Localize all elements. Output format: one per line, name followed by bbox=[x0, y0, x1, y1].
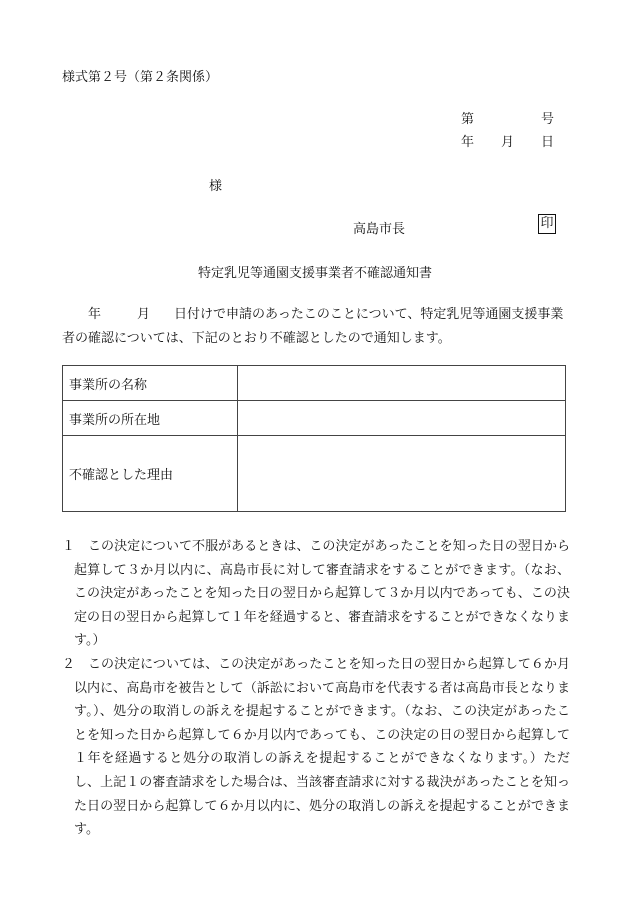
form-number: 様式第２号（第２条関係） bbox=[62, 70, 219, 85]
notes-list bbox=[62, 535, 570, 842]
seal-mark: 印 bbox=[538, 214, 556, 234]
issuer-name: 高島市長 bbox=[353, 222, 406, 237]
body-text: 日付けで申請のあったこのことについて、特定乳児等通園支援事業者の確認については、下記のとおり不確認としたので通知します。 bbox=[62, 307, 564, 346]
list-item bbox=[62, 535, 570, 653]
info-table bbox=[62, 365, 566, 512]
document-number-prefix: 第 bbox=[461, 112, 475, 127]
document-title: 特定乳児等通園支援事業者不確認通知書 bbox=[197, 266, 432, 281]
body-month-label: 月 bbox=[137, 307, 151, 322]
list-item bbox=[62, 653, 570, 842]
table-row-label: 事業所の名称 bbox=[63, 366, 238, 401]
note-number: ２ bbox=[62, 656, 76, 672]
date-month-label: 月 bbox=[501, 135, 515, 150]
note-number: １ bbox=[62, 539, 76, 554]
body-paragraph bbox=[62, 303, 574, 351]
date-day-label: 日 bbox=[541, 135, 555, 150]
table-row-value[interactable] bbox=[238, 366, 566, 401]
table-row bbox=[63, 436, 566, 512]
table-row bbox=[63, 366, 566, 401]
table-row-value[interactable] bbox=[238, 436, 566, 512]
table-row-label: 不確認とした理由 bbox=[63, 436, 238, 512]
note-text: この決定について不服があるときは、この決定があったことを知った日の翌日から起算して３か月以内に、高島市長に対して審査請求をすることができます。（なお、この決定があったことを知った日の翌日から起算して３か月以内であっても、この決定の日の翌日から起算して１年を経過すると、審査請求をすることができなくなります。） bbox=[74, 539, 570, 649]
note-text: この決定については、この決定があったことを知った日の翌日から起算して６か月以内に、高島市を被告として（訴訟において高島市を代表する者は高島市長となります。）、処分の取消しの訴えを提起することができます。（なお、この決定があったことを知った日から起算して６か月以内であっても、この決定の日の翌日から起算して１年を経過すると処分の取消しの訴えを提起することができなくなります。）ただし、上記１の審査請求をした場合は、当該審査請求に対する裁決があったことを知った日の翌日から起算して６か月以内に、処分の取消しの訴えを提起することができます。 bbox=[74, 656, 570, 838]
table-row-label: 事業所の所在地 bbox=[63, 401, 238, 436]
table-row-value[interactable] bbox=[238, 401, 566, 436]
addressee-honorific: 様 bbox=[209, 179, 223, 194]
date-year-label: 年 bbox=[461, 135, 475, 150]
document-number-suffix: 号 bbox=[541, 112, 555, 127]
body-year-label: 年 bbox=[88, 307, 102, 322]
table-row bbox=[63, 401, 566, 436]
